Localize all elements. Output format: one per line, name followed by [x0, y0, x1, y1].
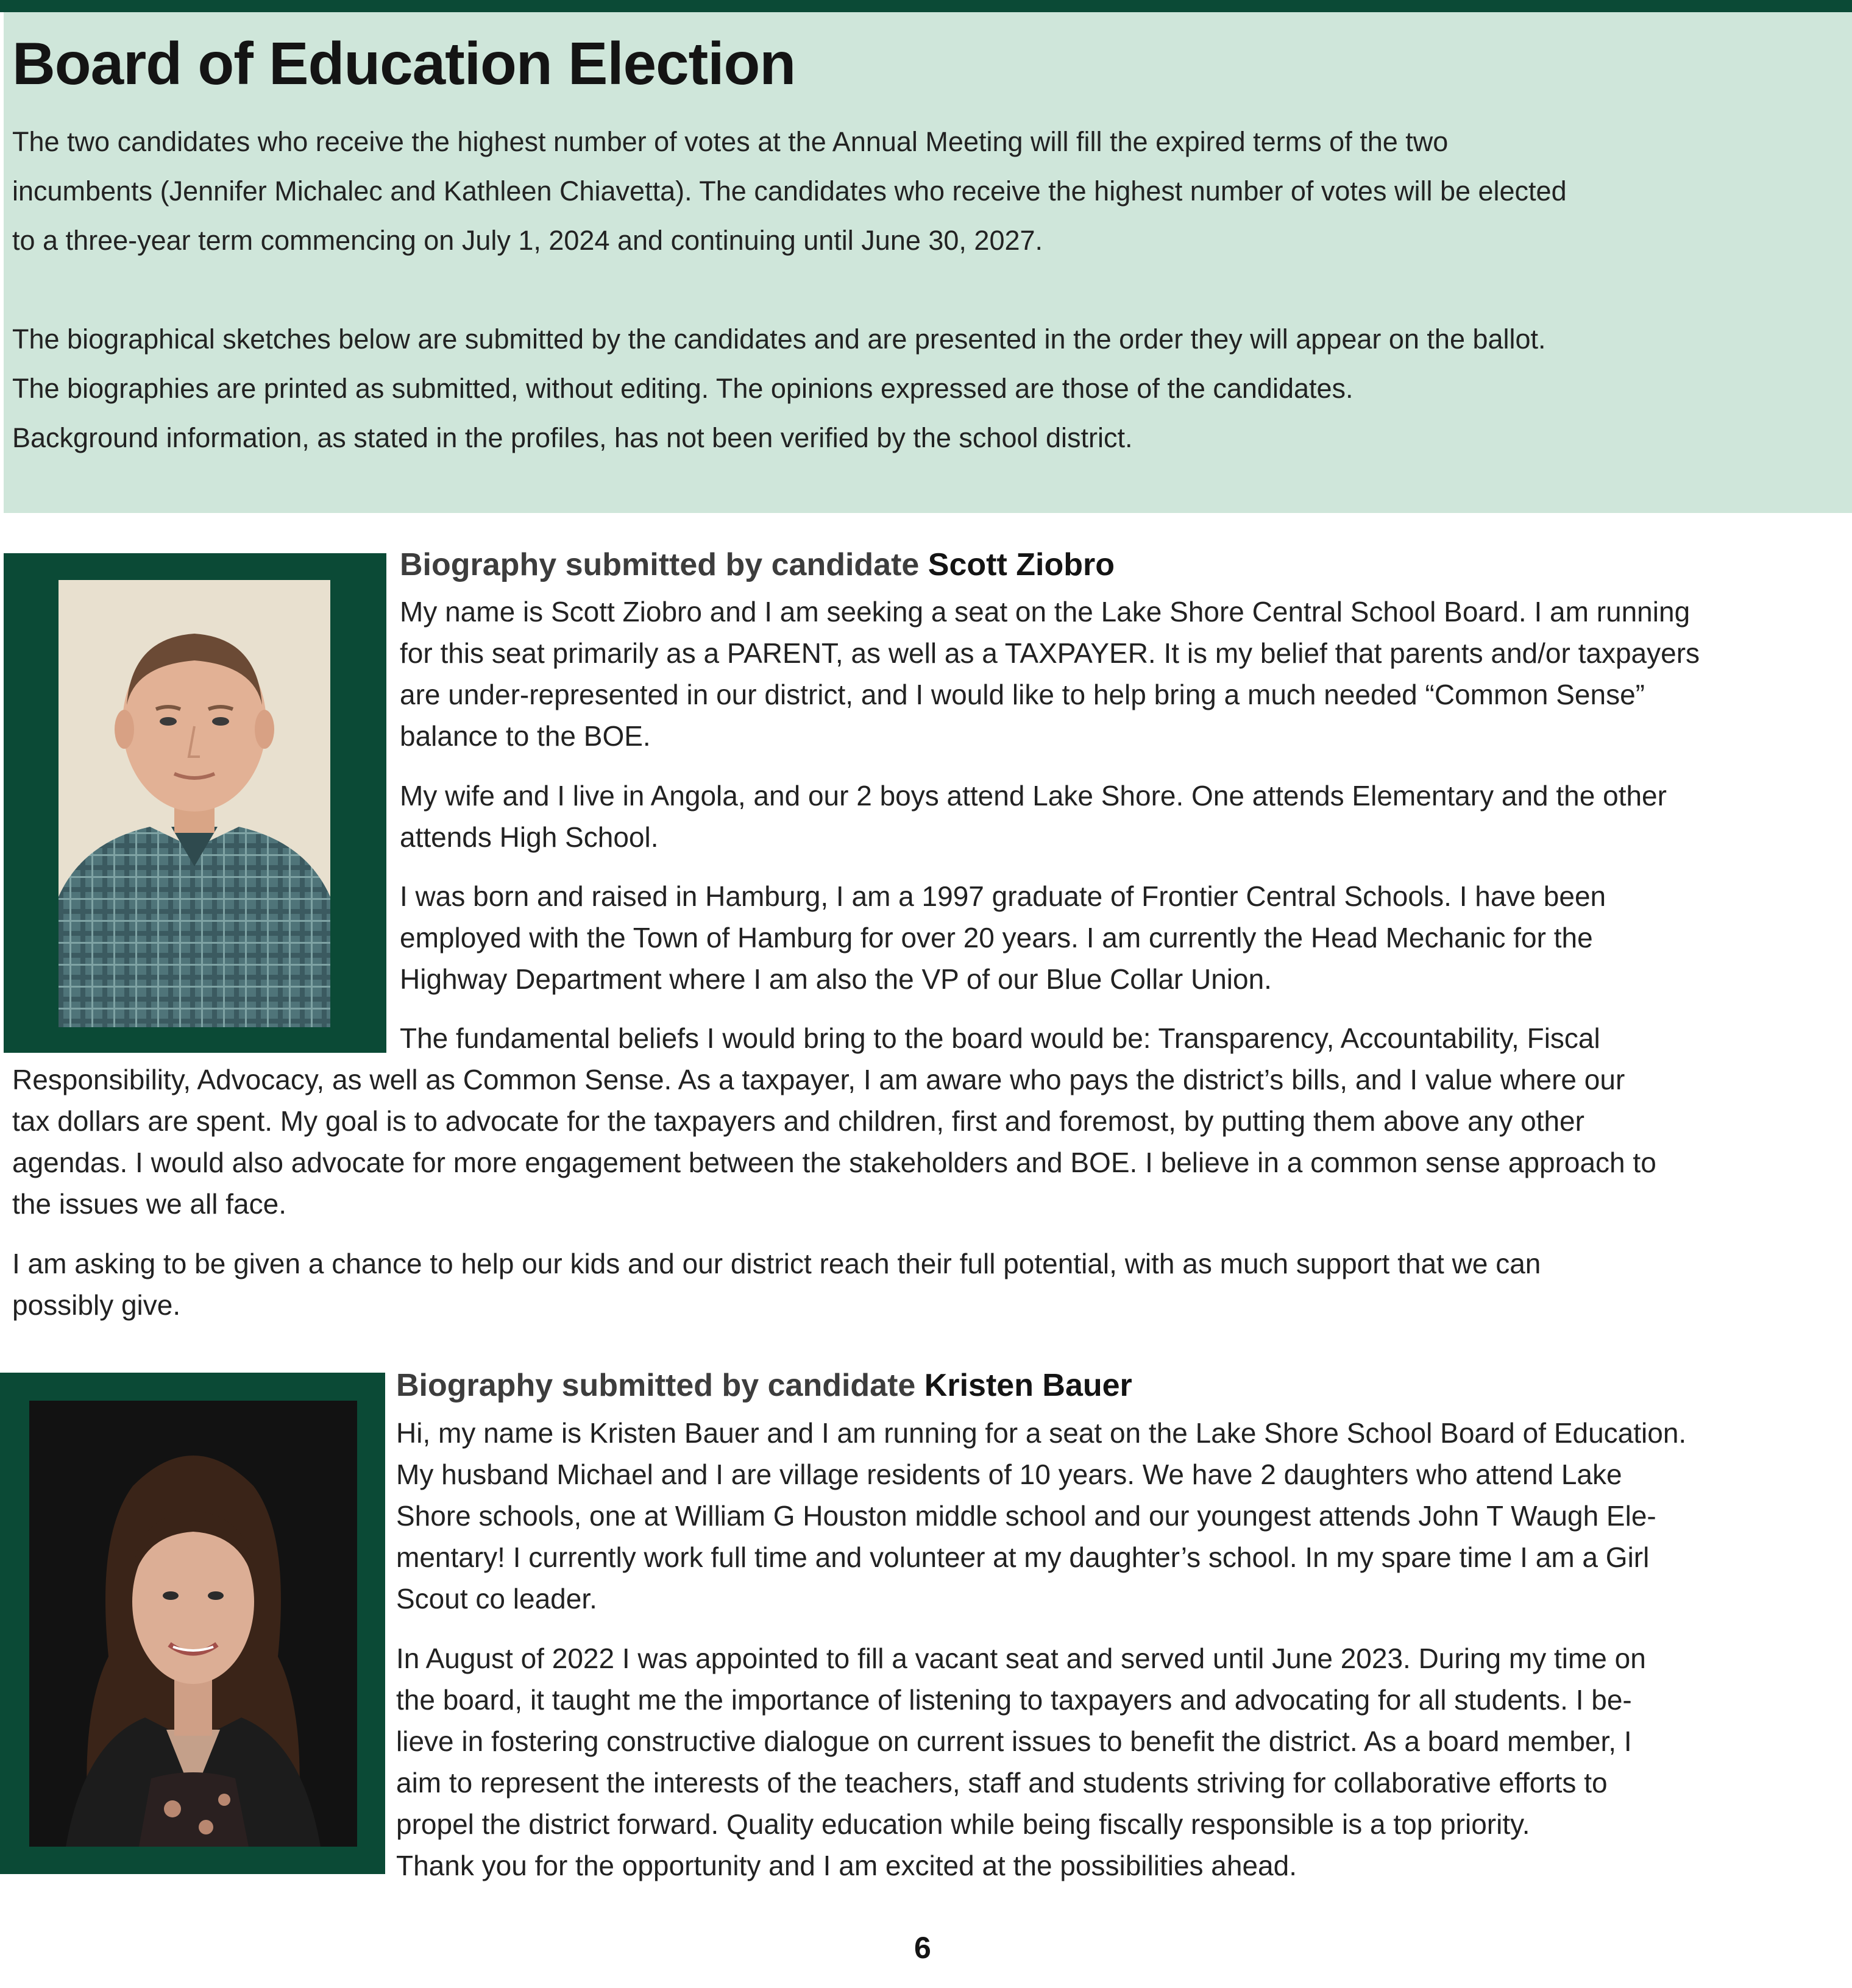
bio-line: agendas. I would also advocate for more engagement between the stakeholders and BOE. I believe in a common sense approach to — [12, 1147, 1656, 1178]
bio-line: I was born and raised in Hamburg, I am a 1997 graduate of Frontier Central Schools. I have been — [400, 880, 1606, 912]
candidate-name: Kristen Bauer — [924, 1368, 1132, 1403]
top-rule — [0, 0, 1852, 12]
intro-paragraph-2 — [12, 314, 1834, 462]
intro-line: The biographies are printed as submitted, without editing. The opinions expressed are those of the candidates. — [12, 373, 1354, 404]
bio-line: The fundamental beliefs I would bring to the board would be: Transparency, Accountability, Fiscal — [400, 1022, 1600, 1054]
bio-line: Shore schools, one at William G Houston middle school and our youngest attends John T Waugh Ele- — [396, 1500, 1656, 1532]
page-title: Board of Education Election — [12, 30, 796, 97]
bio-line: I am asking to be given a chance to help our kids and our district reach their full potential, with as much support that we can — [12, 1248, 1541, 1279]
bio-line: tax dollars are spent. My goal is to advocate for the taxpayers and children, first and foremost, by putting them above any other — [12, 1105, 1584, 1137]
bio-line: Thank you for the opportunity and I am excited at the possibilities ahead. — [396, 1850, 1297, 1881]
intro-line: The biographical sketches below are submitted by the candidates and are presented in the order they will appear on the ballot. — [12, 324, 1546, 355]
bio-line: lieve in fostering constructive dialogue on current issues to benefit the district. As a board member, I — [396, 1725, 1632, 1757]
intro-line: incumbents (Jennifer Michalec and Kathleen Chiavetta). The candidates who receive the highest number of votes will be elected — [12, 175, 1567, 207]
bio-line: In August of 2022 I was appointed to fill a vacant seat and served until June 2023. During my time on — [396, 1643, 1646, 1674]
bio-line: are under-represented in our district, and I would like to help bring a much needed “Common Sense” — [400, 679, 1645, 710]
bio-line: the issues we all face. — [12, 1188, 287, 1220]
bio-line: My wife and I live in Angola, and our 2 boys attend Lake Shore. One attends Elementary and the other — [400, 780, 1667, 812]
heading-prefix: Biography submitted by candidate — [400, 547, 928, 582]
candidate-photo-kristen-bauer — [29, 1401, 357, 1847]
page-number: 6 — [914, 1931, 931, 1965]
intro-line: The two candidates who receive the highest number of votes at the Annual Meeting will fill the expired terms of the two — [12, 126, 1449, 157]
candidate-name: Scott Ziobro — [928, 547, 1115, 582]
portrait-illustration — [59, 580, 330, 1027]
bio-line: propel the district forward. Quality education while being fiscally responsible is a top priority. — [396, 1808, 1530, 1840]
candidate-heading — [400, 547, 1115, 583]
bio-line: possibly give. — [12, 1289, 181, 1321]
candidate-photo-scott-ziobro — [59, 580, 330, 1027]
bio-line: Scout co leader. — [396, 1583, 597, 1615]
heading-prefix: Biography submitted by candidate — [396, 1368, 924, 1403]
intro-line: Background information, as stated in the profiles, has not been verified by the school district. — [12, 422, 1133, 453]
portrait-illustration — [29, 1401, 357, 1847]
bio-line: My name is Scott Ziobro and I am seeking a seat on the Lake Shore Central School Board. I am running — [400, 596, 1691, 628]
bio-line: aim to represent the interests of the teachers, staff and students striving for collaborative efforts to — [396, 1767, 1608, 1799]
bio-line: for this seat primarily as a PARENT, as well as a TAXPAYER. It is my belief that parents and/or taxpayers — [400, 637, 1700, 669]
bio-line: the board, it taught me the importance of listening to taxpayers and advocating for all students. I be- — [396, 1684, 1632, 1716]
bio-line: attends High School. — [400, 821, 659, 853]
intro-paragraph-1 — [12, 117, 1834, 265]
candidate-heading — [396, 1367, 1132, 1404]
bio-line: My husband Michael and I are village residents of 10 years. We have 2 daughters who attend Lake — [396, 1459, 1622, 1490]
bio-line: employed with the Town of Hamburg for over 20 years. I am currently the Head Mechanic for the — [400, 922, 1593, 953]
intro-line: to a three-year term commencing on July 1, 2024 and continuing until June 30, 2027. — [12, 225, 1043, 256]
bio-line: Responsibility, Advocacy, as well as Common Sense. As a taxpayer, I am aware who pays the district’s bills, and I value where our — [12, 1064, 1625, 1095]
bio-line: balance to the BOE. — [400, 720, 651, 752]
bio-line: Highway Department where I am also the VP of our Blue Collar Union. — [400, 963, 1272, 995]
bio-line: mentary! I currently work full time and volunteer at my daughter’s school. In my spare time I am a Girl — [396, 1541, 1650, 1573]
bio-line: Hi, my name is Kristen Bauer and I am running for a seat on the Lake Shore School Board of Education. — [396, 1417, 1687, 1449]
